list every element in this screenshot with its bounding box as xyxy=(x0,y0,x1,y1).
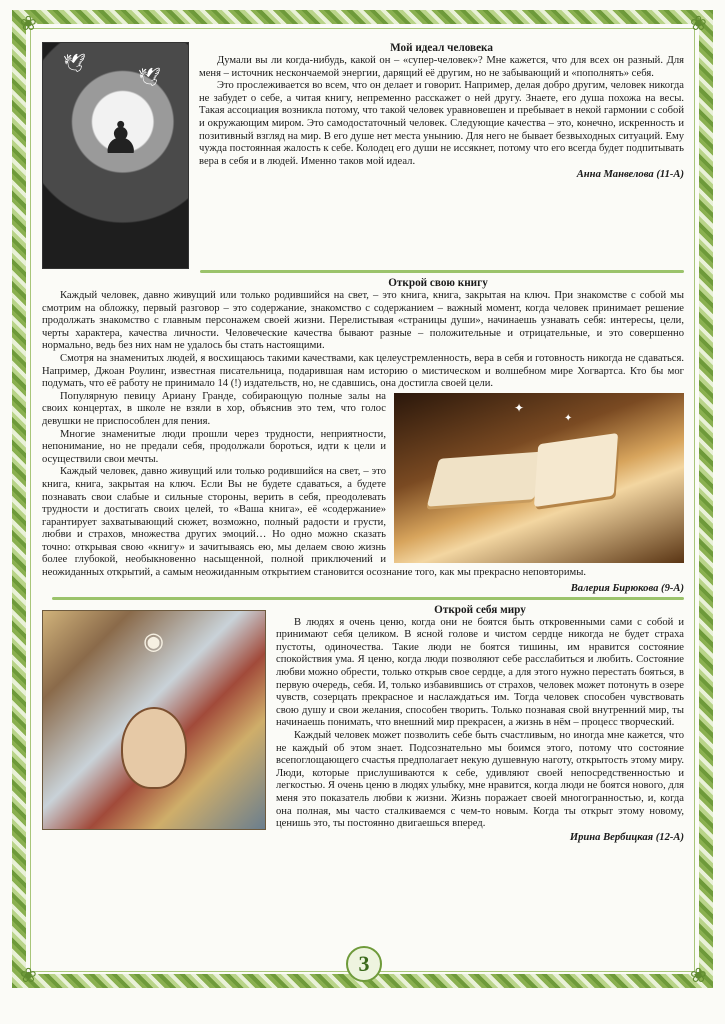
article-author: Анна Манвелова (11-А) xyxy=(576,169,684,181)
butterfly-icon: ✦ xyxy=(564,412,573,424)
article-paragraph: Каждый человек, давно живущий или только родившийся на свет, – это книга, книга, закрытая на ключ. При знакомстве с собой мы смотрим на обложку, первый разговор – это содержание, знакомство с содержанием – важный момент, когда человек принимает решение продолжать знакомство с главным персонажем своей жизни. Перелистывая «страницы души», начинаешь узнавать себя: интересы, цели, черты характера, качества личности. Человеческие качества бывают разные – положительные и отрицательные, и это совершенно нормально, ведь без них нам не удалось бы стать настоящими. xyxy=(42,290,684,352)
photo-open-book xyxy=(394,393,684,563)
article-open-your-book xyxy=(42,277,684,594)
butterfly-icon: ✦ xyxy=(514,400,525,415)
illustration-man-on-bench xyxy=(42,42,189,269)
bird-icon: 🕊 xyxy=(138,67,161,87)
page-content xyxy=(42,42,684,843)
bird-icon: 🕊 xyxy=(63,53,86,73)
book-page-right xyxy=(534,433,618,507)
article-author: Валерия Бирюкова (9-А) xyxy=(570,582,684,594)
eye-icon: ◉ xyxy=(143,628,164,655)
book-page-left xyxy=(427,451,546,506)
section-divider xyxy=(200,270,684,273)
article-title: Открой себя миру xyxy=(434,603,526,616)
article-open-yourself xyxy=(42,604,684,843)
article-paragraph: Популярную певицу Ариану Гранде, собирающую полные залы на своих концертах, в школе не взяли в хор, объяснив это тем, что голос девушки не приспособлен для пения. xyxy=(42,390,386,427)
article-paragraph: Думали вы ли когда-нибудь, какой он – «супер-человек»? Мне кажется, что для всех он разный. Для меня – источник нескончаемой энергии, дарящий её другим, но не забывающий и «пополнять» себя. xyxy=(199,55,684,79)
article-paragraph: Каждый человек, давно живущий или только родившийся на свет, – это книга, книга, закрытая на ключ. Если Вы не будете сдаваться, а будете познавать свои слабые и сильные стороны, верить в себя, преодолевать трудности и достигать своих целей, то «Ваша книга», её «содержание» гарантирует захватывающий сюжет, возможно, полный радости и грусти, любви и страхов, множества других эмоций… Но одно можно сказать точно: открывая свою «книгу» и зачитываясь ею, мы делаем свою жизнь более глубокой, необыкновенно насыщенной, полной приключений и неожиданных открытий, а самым неожиданным открытием становится осознание того, как мы прекрасно неповторимы. xyxy=(42,466,586,579)
article-title: Открой свою книгу xyxy=(388,277,488,289)
article-my-ideal xyxy=(42,42,684,180)
corner-flower-icon: ❀ xyxy=(690,965,707,987)
section-divider xyxy=(52,597,684,600)
corner-flower-icon: ❀ xyxy=(690,13,707,35)
article-paragraph: Это прослеживается во всем, что он делает и говорит. Например, делая добро другим, человек никогда не забудет о себе, а читая книгу, непременно расскажет о ней другу. Знаете, его душа похожа на весы. Такая ассоциация возникла потому, что такой человек уравновешен и пребывает в некой гармонии с собой и окружающим миром. Это самодостаточный человек. Следующие качества – это, конечно, искренность и позитивный взгляд на мир. В его душе нет места унынию. Для него не бывает безвыходных ситуаций. Ему чужда постоянная жалость к себе. Колодец его души не иссякнет, потому что его всегда будет подпитывать вера в себя и в людей. Именно таков мой идеал. xyxy=(199,80,684,167)
corner-flower-icon: ❀ xyxy=(20,965,37,987)
article-paragraph: Каждый человек может позволить себе быть счастливым, но иногда мне кажется, что не каждый об этом знает. Подсознательно мы боимся этого, потому что состояние всепоглощающего счастья предполагает некую душевную наготу, открытость этому миру. Люди, которые прислушиваются к себе, удивляют своей непосредственностью и легкостью. Я очень ценю в людях улыбку, мне нравится, когда люди не боятся нового, для меня это показатель любви к жизни. Жизнь поражает своей многогранностью, и, когда она полная, мы часто сталкиваемся с чем-то новым. Когда ты открыт этому новому, ценишь это, ты постоянно двигаешься вперед. xyxy=(276,730,684,830)
article-title: Мой идеал человека xyxy=(390,42,493,54)
corner-flower-icon: ❀ xyxy=(20,13,37,35)
article-paragraph: Многие знаменитые люди прошли через трудности, неприятности, непонимание, но не предали себя, продолжали бороться, идти к цели и осуществили свои мечты. xyxy=(42,428,386,465)
article-author: Ирина Вербицкая (12-А) xyxy=(569,831,684,843)
painted-face xyxy=(121,707,187,789)
person-icon: ♟ xyxy=(101,114,141,163)
painting-woman-portrait xyxy=(42,610,266,830)
article-paragraph: В людях я очень ценю, когда они не боятся быть откровенными сами с собой и принимают себя целиком. В ясной голове и чистом сердце никогда не будет страха пустоты, одиночества. Такие люди не боятся тишины, им нравится состояние спокойствия ума. Я ценю, когда люди позволяют себе расслабиться и любить. Состояние любви можно обрести, только открыв свое сердце, а для этого нужно перестать бояться, в первую очередь, себя. И, только избавившись от страхов, человек может потонуть в озере чувств, созерцать прекрасное и наслаждаться им. Тогда человек способен чувствовать свою душу и свои желания, способен творить. Только познавая свой внутренний мир, ты начинаешь понимать, что внешний мир прекрасен, а жизнь в нём – процесс творческий. xyxy=(276,616,684,729)
page-number: 3 xyxy=(346,946,382,982)
article-paragraph: Смотря на знаменитых людей, я восхищаюсь такими качествами, как целеустремленность, вера в себя и готовность никогда не сдаваться. Например, Джоан Роулинг, известная писательница, подарившая нам историю о мистическом и волшебном мире Хогвартса. Кто бы мог подумать, что её работу не принимало 14 (!) издательств, но, не сдавшись, она достигла своей цели. xyxy=(42,352,684,390)
